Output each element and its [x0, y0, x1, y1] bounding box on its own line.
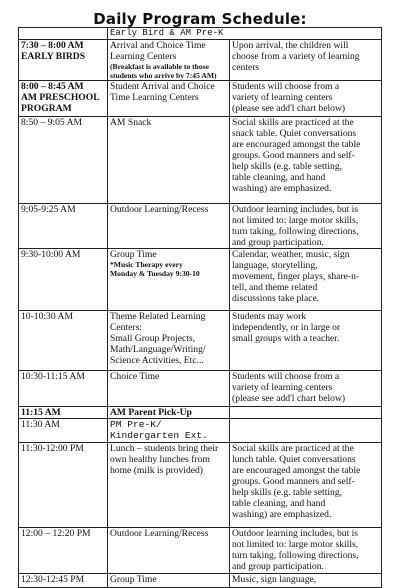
activity-cell — [108, 81, 230, 117]
table-row — [19, 419, 382, 443]
cell-line: groups. Good manners and self- — [232, 476, 355, 487]
cell-line: (please see add'l chart below) — [232, 103, 346, 114]
activity-cell — [108, 419, 230, 443]
time-cell — [19, 443, 108, 528]
cell-line: *Music Therapy every — [110, 260, 183, 269]
cell-line: not limited to: large motor skills, — [232, 539, 359, 550]
description-cell — [230, 204, 382, 249]
cell-line: Centers: — [110, 322, 142, 333]
cell-line: discussions take place. — [232, 293, 320, 304]
cell-line: groups. Good manners and self- — [232, 150, 355, 161]
description-cell — [230, 407, 382, 419]
cell-line: Outdoor Learning/Recess — [110, 204, 209, 215]
cell-line: 8:00 – 8:45 AM — [21, 81, 84, 92]
cell-line: (please see add'l chart below) — [232, 393, 346, 404]
cell-line: Outdoor learning includes, but is — [232, 204, 359, 215]
cell-line: 10-10:30 AM — [21, 311, 73, 322]
description-cell — [230, 528, 382, 574]
cell-line: home (milk is provided) — [110, 465, 203, 476]
activity-cell — [108, 311, 230, 371]
activity-cell — [108, 28, 382, 40]
cell-line: 7:30 – 8:00 AM — [21, 40, 84, 51]
cell-line: Kindergarten Ext. — [110, 430, 208, 441]
cell-line: Theme Related Learning — [110, 311, 206, 322]
cell-line: AM Snack — [110, 117, 152, 128]
cell-line: Students will choose from a — [232, 371, 340, 382]
time-cell — [19, 81, 108, 117]
cell-line: Small Group Projects, — [110, 333, 196, 344]
table-row — [19, 311, 382, 371]
cell-line: Time Learning Centers — [110, 92, 199, 103]
table-row — [19, 117, 382, 204]
description-cell — [230, 117, 382, 204]
activity-cell — [108, 371, 230, 407]
cell-line: Group Time — [110, 574, 157, 585]
cell-line: Students will choose from a — [232, 81, 340, 92]
cell-line: turn taking, following directions, — [232, 550, 359, 561]
time-cell — [19, 40, 108, 81]
cell-line: tell, and theme related — [232, 282, 318, 293]
cell-line: AM PRESCHOOL — [21, 92, 100, 103]
time-cell — [19, 311, 108, 371]
cell-line: Choice Time — [110, 371, 160, 382]
cell-line: and group participation. — [232, 561, 324, 572]
cell-line: and group participation. — [232, 237, 324, 248]
cell-line: Students may work — [232, 311, 307, 322]
cell-line: Monday & Tuesday 9:30-10 — [110, 269, 200, 278]
table-row — [19, 407, 382, 419]
cell-line: 9:30-10:00 AM — [21, 249, 81, 260]
cell-line: help skills (e.g. table setting, — [232, 161, 343, 172]
table-row — [19, 574, 382, 588]
activity-cell — [108, 117, 230, 204]
cell-line: 8:50 – 9:05 AM — [21, 117, 83, 128]
cell-line: AM Parent Pick-Up — [110, 407, 192, 418]
activity-cell — [108, 528, 230, 574]
table-row — [19, 443, 382, 528]
cell-line: Social skills are practiced at the — [232, 117, 354, 128]
activity-cell — [108, 249, 230, 311]
cell-line: variety of learning centers — [232, 92, 333, 103]
time-cell — [19, 28, 108, 40]
description-cell — [230, 311, 382, 371]
table-row — [19, 40, 382, 81]
time-cell — [19, 407, 108, 419]
cell-line: Learning Centers — [110, 51, 177, 62]
cell-line: Outdoor Learning/Recess — [110, 528, 209, 539]
cell-line: 11:30-12:00 PM — [21, 443, 84, 454]
cell-line: 11:30 AM — [21, 419, 60, 430]
cell-line: turn taking, following directions, — [232, 226, 359, 237]
cell-line: Outdoor learning includes, but is — [232, 528, 359, 539]
description-cell — [230, 574, 382, 588]
cell-line: centers — [232, 62, 260, 73]
activity-cell — [108, 574, 230, 588]
description-cell — [230, 249, 382, 311]
time-cell — [19, 574, 108, 588]
cell-line: own healthy lunches from — [110, 454, 210, 465]
cell-line: language, storytelling, — [232, 260, 318, 271]
activity-cell — [108, 40, 230, 81]
cell-line: Group Time — [110, 249, 157, 260]
description-cell — [230, 419, 382, 443]
activity-cell — [108, 443, 230, 528]
table-row — [19, 249, 382, 311]
schedule-table — [18, 27, 382, 588]
time-cell — [19, 371, 108, 407]
cell-line: Social skills are practiced at the — [232, 443, 354, 454]
cell-line: variety of learning centers — [232, 382, 333, 393]
time-cell — [19, 204, 108, 249]
time-cell — [19, 528, 108, 574]
description-cell — [230, 443, 382, 528]
cell-line: Early Bird & AM Pre-K — [110, 28, 224, 38]
page-title: Daily Program Schedule: — [93, 10, 307, 28]
cell-line: Music, sign language, — [232, 574, 317, 585]
cell-line: Math/Language/Writing/ — [110, 344, 206, 355]
cell-line: not limited to: large motor skills, — [232, 215, 359, 226]
cell-line: PROGRAM — [21, 103, 72, 114]
cell-line: table cleaning, and hand — [232, 172, 326, 183]
cell-line: snack table. Quiet conversations — [232, 128, 357, 139]
cell-line: lunch table. Quiet conversations — [232, 454, 356, 465]
activity-cell — [108, 204, 230, 249]
cell-line: independently, or in large or — [232, 322, 341, 333]
cell-line: choose from a variety of learning — [232, 51, 360, 62]
table-row — [19, 28, 382, 40]
cell-line: are encouraged amongst the table — [232, 465, 361, 476]
cell-line: Lunch – students bring their — [110, 443, 219, 454]
cell-line: 10:30-11:15 AM — [21, 371, 85, 382]
cell-line: Science Activities, Etc... — [110, 355, 204, 366]
cell-line: 11:15 AM — [21, 407, 61, 418]
cell-line: Calendar, weather, music, sign — [232, 249, 350, 260]
cell-line: movement, finger plays, share-n- — [232, 271, 360, 282]
description-cell — [230, 40, 382, 81]
cell-line: PM Pre-K/ — [110, 419, 162, 430]
cell-line: 9:05-9:25 AM — [21, 204, 76, 215]
description-cell — [230, 371, 382, 407]
cell-line: Student Arrival and Choice — [110, 81, 215, 92]
time-cell — [19, 419, 108, 443]
table-row — [19, 81, 382, 117]
description-cell — [230, 81, 382, 117]
cell-line: table cleaning, and hand — [232, 498, 326, 509]
table-row — [19, 371, 382, 407]
time-cell — [19, 117, 108, 204]
cell-line: are encouraged amongst the table — [232, 139, 361, 150]
activity-note: (Breakfast is available to those students who arrive by 7:45 AM) — [110, 62, 217, 80]
cell-line: washing) are emphasized. — [232, 183, 332, 194]
table-row — [19, 528, 382, 574]
time-cell — [19, 249, 108, 311]
cell-line: small groups with a teacher. — [232, 333, 340, 344]
cell-line: Arrival and Choice Time — [110, 40, 206, 51]
cell-line: 12:30-12:45 PM — [21, 574, 85, 585]
cell-line: help skills (e.g. table setting, — [232, 487, 343, 498]
activity-cell — [108, 407, 230, 419]
cell-line: washing) are emphasized. — [232, 509, 332, 520]
cell-line: EARLY BIRDS — [21, 51, 86, 62]
cell-line: 12:00 – 12:20 PM — [21, 528, 91, 539]
cell-line: Upon arrival, the children will — [232, 40, 349, 51]
table-row — [19, 204, 382, 249]
